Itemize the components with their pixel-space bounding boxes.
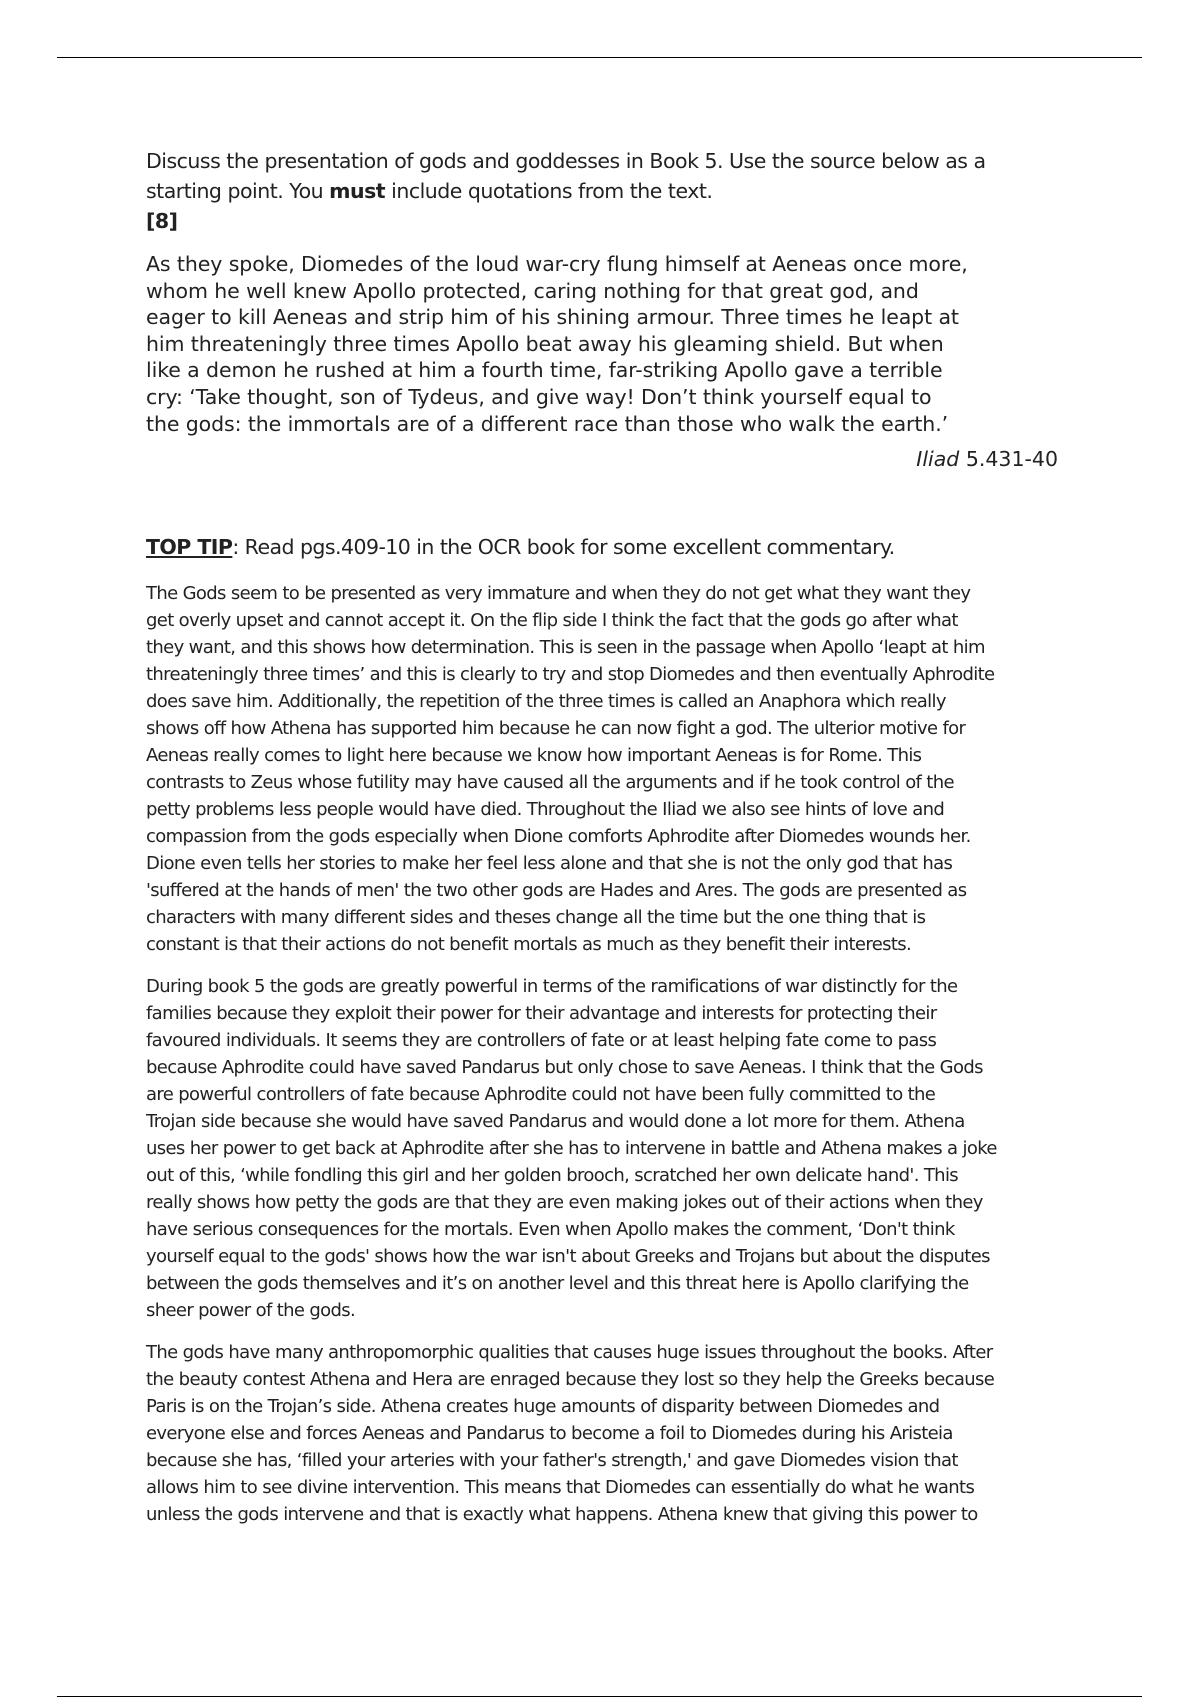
answer-line: everyone else and forces Aeneas and Pandarus to become a foil to Diomedes during his Aristeia bbox=[146, 1423, 953, 1444]
answer-line: threateningly three times’ and this is clearly to try and stop Diomedes and then eventually Aphrodite bbox=[146, 664, 995, 685]
answer-line: yourself equal to the gods' shows how the war isn't about Greeks and Trojans but about the disputes bbox=[146, 1246, 990, 1267]
answer-line: constant is that their actions do not benefit mortals as much as they benefit their interests. bbox=[146, 934, 912, 955]
answer-paragraph-2 bbox=[146, 973, 1068, 1324]
answer-line: The gods have many anthropomorphic qualities that causes huge issues throughout the books. After bbox=[146, 1342, 993, 1363]
answer-line: Dione even tells her stories to make her feel less alone and that she is not the only god that has bbox=[146, 853, 953, 874]
answer-paragraph-1 bbox=[146, 580, 1068, 958]
answer-line: Paris is on the Trojan’s side. Athena creates huge amounts of disparity between Diomedes and bbox=[146, 1396, 940, 1417]
answer-line: the beauty contest Athena and Hera are enraged because they lost so they help the Greeks because bbox=[146, 1369, 995, 1390]
question-emphasis: must bbox=[329, 179, 386, 203]
answer-line: have serious consequences for the mortals. Even when Apollo makes the comment, ‘Don't think bbox=[146, 1219, 955, 1240]
header-rule bbox=[57, 57, 1142, 58]
answer-line: compassion from the gods especially when Dione comforts Aphrodite after Diomedes wounds her. bbox=[146, 826, 971, 847]
answer-line: between the gods themselves and it’s on another level and this threat here is Apollo clarifying the bbox=[146, 1273, 969, 1294]
answer-line: allows him to see divine intervention. This means that Diomedes can essentially do what he wants bbox=[146, 1477, 975, 1498]
answer-line: The Gods seem to be presented as very immature and when they do not get what they want they bbox=[146, 583, 971, 604]
answer-line: does save him. Additionally, the repetition of the three times is called an Anaphora which really bbox=[146, 691, 946, 712]
source-line: like a demon he rushed at him a fourth time, far-striking Apollo gave a terrible bbox=[146, 358, 943, 383]
source-line: the gods: the immortals are of a different race than those who walk the earth.’ bbox=[146, 411, 949, 436]
answer-line: because she has, ‘filled your arteries with your father's strength,' and gave Diomedes vision that bbox=[146, 1450, 958, 1471]
answer-line: contrasts to Zeus whose futility may have caused all the arguments and if he took control of the bbox=[146, 772, 954, 793]
answer-line: really shows how petty the gods are that they are even making jokes out of their actions when they bbox=[146, 1192, 983, 1213]
answer-line: get overly upset and cannot accept it. On the flip side I think the fact that the gods go after what bbox=[146, 610, 958, 631]
footer-rule bbox=[57, 1696, 1142, 1697]
answer-line: are powerful controllers of fate because Aphrodite could not have been fully committed to the bbox=[146, 1084, 936, 1105]
citation-reference: 5.431-40 bbox=[959, 447, 1058, 471]
source-line: him threateningly three times Apollo beat away his gleaming shield. But when bbox=[146, 331, 944, 356]
source-citation bbox=[146, 446, 1058, 472]
top-tip-text: : Read pgs.409-10 in the OCR book for some excellent commentary. bbox=[232, 535, 895, 559]
answer-line: sheer power of the gods. bbox=[146, 1300, 356, 1321]
answer-paragraph-3 bbox=[146, 1339, 1068, 1528]
answer-line: During book 5 the gods are greatly powerful in terms of the ramifications of war distinctly for the bbox=[146, 976, 958, 997]
source-line: As they spoke, Diomedes of the loud war-cry flung himself at Aeneas once more, bbox=[146, 252, 968, 276]
citation-work: Iliad bbox=[916, 447, 960, 471]
answer-line: families because they exploit their power for their advantage and interests for protecting their bbox=[146, 1003, 937, 1024]
answer-line: favoured individuals. It seems they are controllers of fate or at least helping fate come to pass bbox=[146, 1030, 937, 1051]
source-line: whom he well knew Apollo protected, caring nothing for that great god, and bbox=[146, 278, 919, 303]
answer-line: characters with many different sides and theses change all the time but the one thing that is bbox=[146, 907, 926, 928]
question-line-1: Discuss the presentation of gods and goddesses in Book 5. Use the source below as a bbox=[146, 149, 986, 173]
question-line-2-start: starting point. You bbox=[146, 179, 330, 203]
answer-line: 'suffered at the hands of men' the two other gods are Hades and Ares. The gods are presented as bbox=[146, 880, 967, 901]
answer-line: uses her power to get back at Aphrodite after she has to intervene in battle and Athena makes a joke bbox=[146, 1138, 997, 1159]
answer-line: they want, and this shows how determination. This is seen in the passage when Apollo ‘leapt at him bbox=[146, 637, 985, 658]
source-line: cry: ‘Take thought, son of Tydeus, and give way! Don’t think yourself equal to bbox=[146, 384, 932, 409]
question-marks: [8] bbox=[146, 209, 178, 233]
question-line-2-end: include quotations from the text. bbox=[385, 179, 713, 203]
source-quotation bbox=[146, 251, 1066, 437]
answer-body bbox=[146, 580, 1068, 1543]
question-prompt bbox=[146, 146, 1066, 236]
answer-line: out of this, ‘while fondling this girl and her golden brooch, scratched her own delicate hand'. This bbox=[146, 1165, 959, 1186]
answer-line: Trojan side because she would have saved Pandarus and would done a lot more for them. Athena bbox=[146, 1111, 965, 1132]
question-line-2 bbox=[146, 176, 1066, 206]
top-tip bbox=[146, 534, 1066, 560]
source-line: eager to kill Aeneas and strip him of his shining armour. Three times he leapt at bbox=[146, 305, 959, 330]
top-tip-label: TOP TIP bbox=[146, 535, 233, 559]
answer-line: because Aphrodite could have saved Pandarus but only chose to save Aeneas. I think that the Gods bbox=[146, 1057, 983, 1078]
answer-line: unless the gods intervene and that is exactly what happens. Athena knew that giving this power to bbox=[146, 1504, 978, 1525]
answer-line: petty problems less people would have died. Throughout the Iliad we also see hints of love and bbox=[146, 799, 945, 820]
answer-line: shows off how Athena has supported him because he can now fight a god. The ulterior motive for bbox=[146, 718, 966, 739]
answer-line: Aeneas really comes to light here because we know how important Aeneas is for Rome. This bbox=[146, 745, 922, 766]
